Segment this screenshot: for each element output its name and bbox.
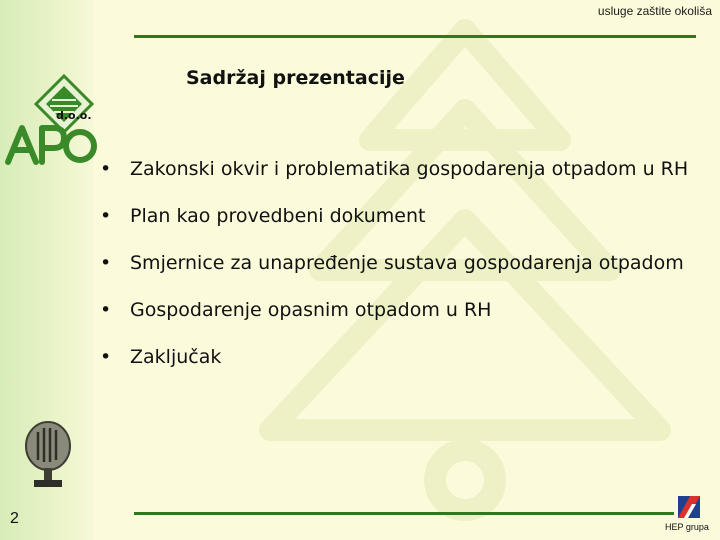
- bottom-rule: [134, 512, 674, 515]
- top-rule: [134, 35, 696, 38]
- header-tagline: usluge zaštite okoliša: [597, 4, 712, 18]
- bullet-marker: •: [100, 252, 112, 274]
- list-item: [100, 249, 700, 278]
- page-number: 2: [10, 510, 19, 527]
- list-item-text: Zakonski okvir i problematika gospodarenja otpadom u RH: [130, 158, 689, 180]
- list-item: [100, 296, 700, 325]
- bullet-marker: •: [100, 158, 112, 180]
- list-item-text: Plan kao provedbeni dokument: [130, 205, 426, 227]
- list-item: [100, 202, 700, 231]
- hep-group-label: HEP grupa: [665, 522, 709, 532]
- agenda-list: [100, 155, 700, 390]
- bullet-marker: •: [100, 346, 112, 368]
- logo-suffix: d.o.o.: [56, 109, 92, 122]
- list-item-text: Zaključak: [130, 346, 222, 368]
- hep-logo-icon: [678, 496, 700, 518]
- list-item-text: Gospodarenje opasnim otpadom u RH: [130, 299, 492, 321]
- list-item: [100, 343, 700, 372]
- list-item: [100, 155, 700, 184]
- slide-title: Sadržaj prezentacije: [186, 67, 405, 89]
- bullet-marker: •: [100, 205, 112, 227]
- list-item-text: Smjernice za unapređenje sustava gospodarenja otpadom: [130, 252, 684, 274]
- award-trophy-icon: [22, 420, 74, 490]
- bullet-marker: •: [100, 299, 112, 321]
